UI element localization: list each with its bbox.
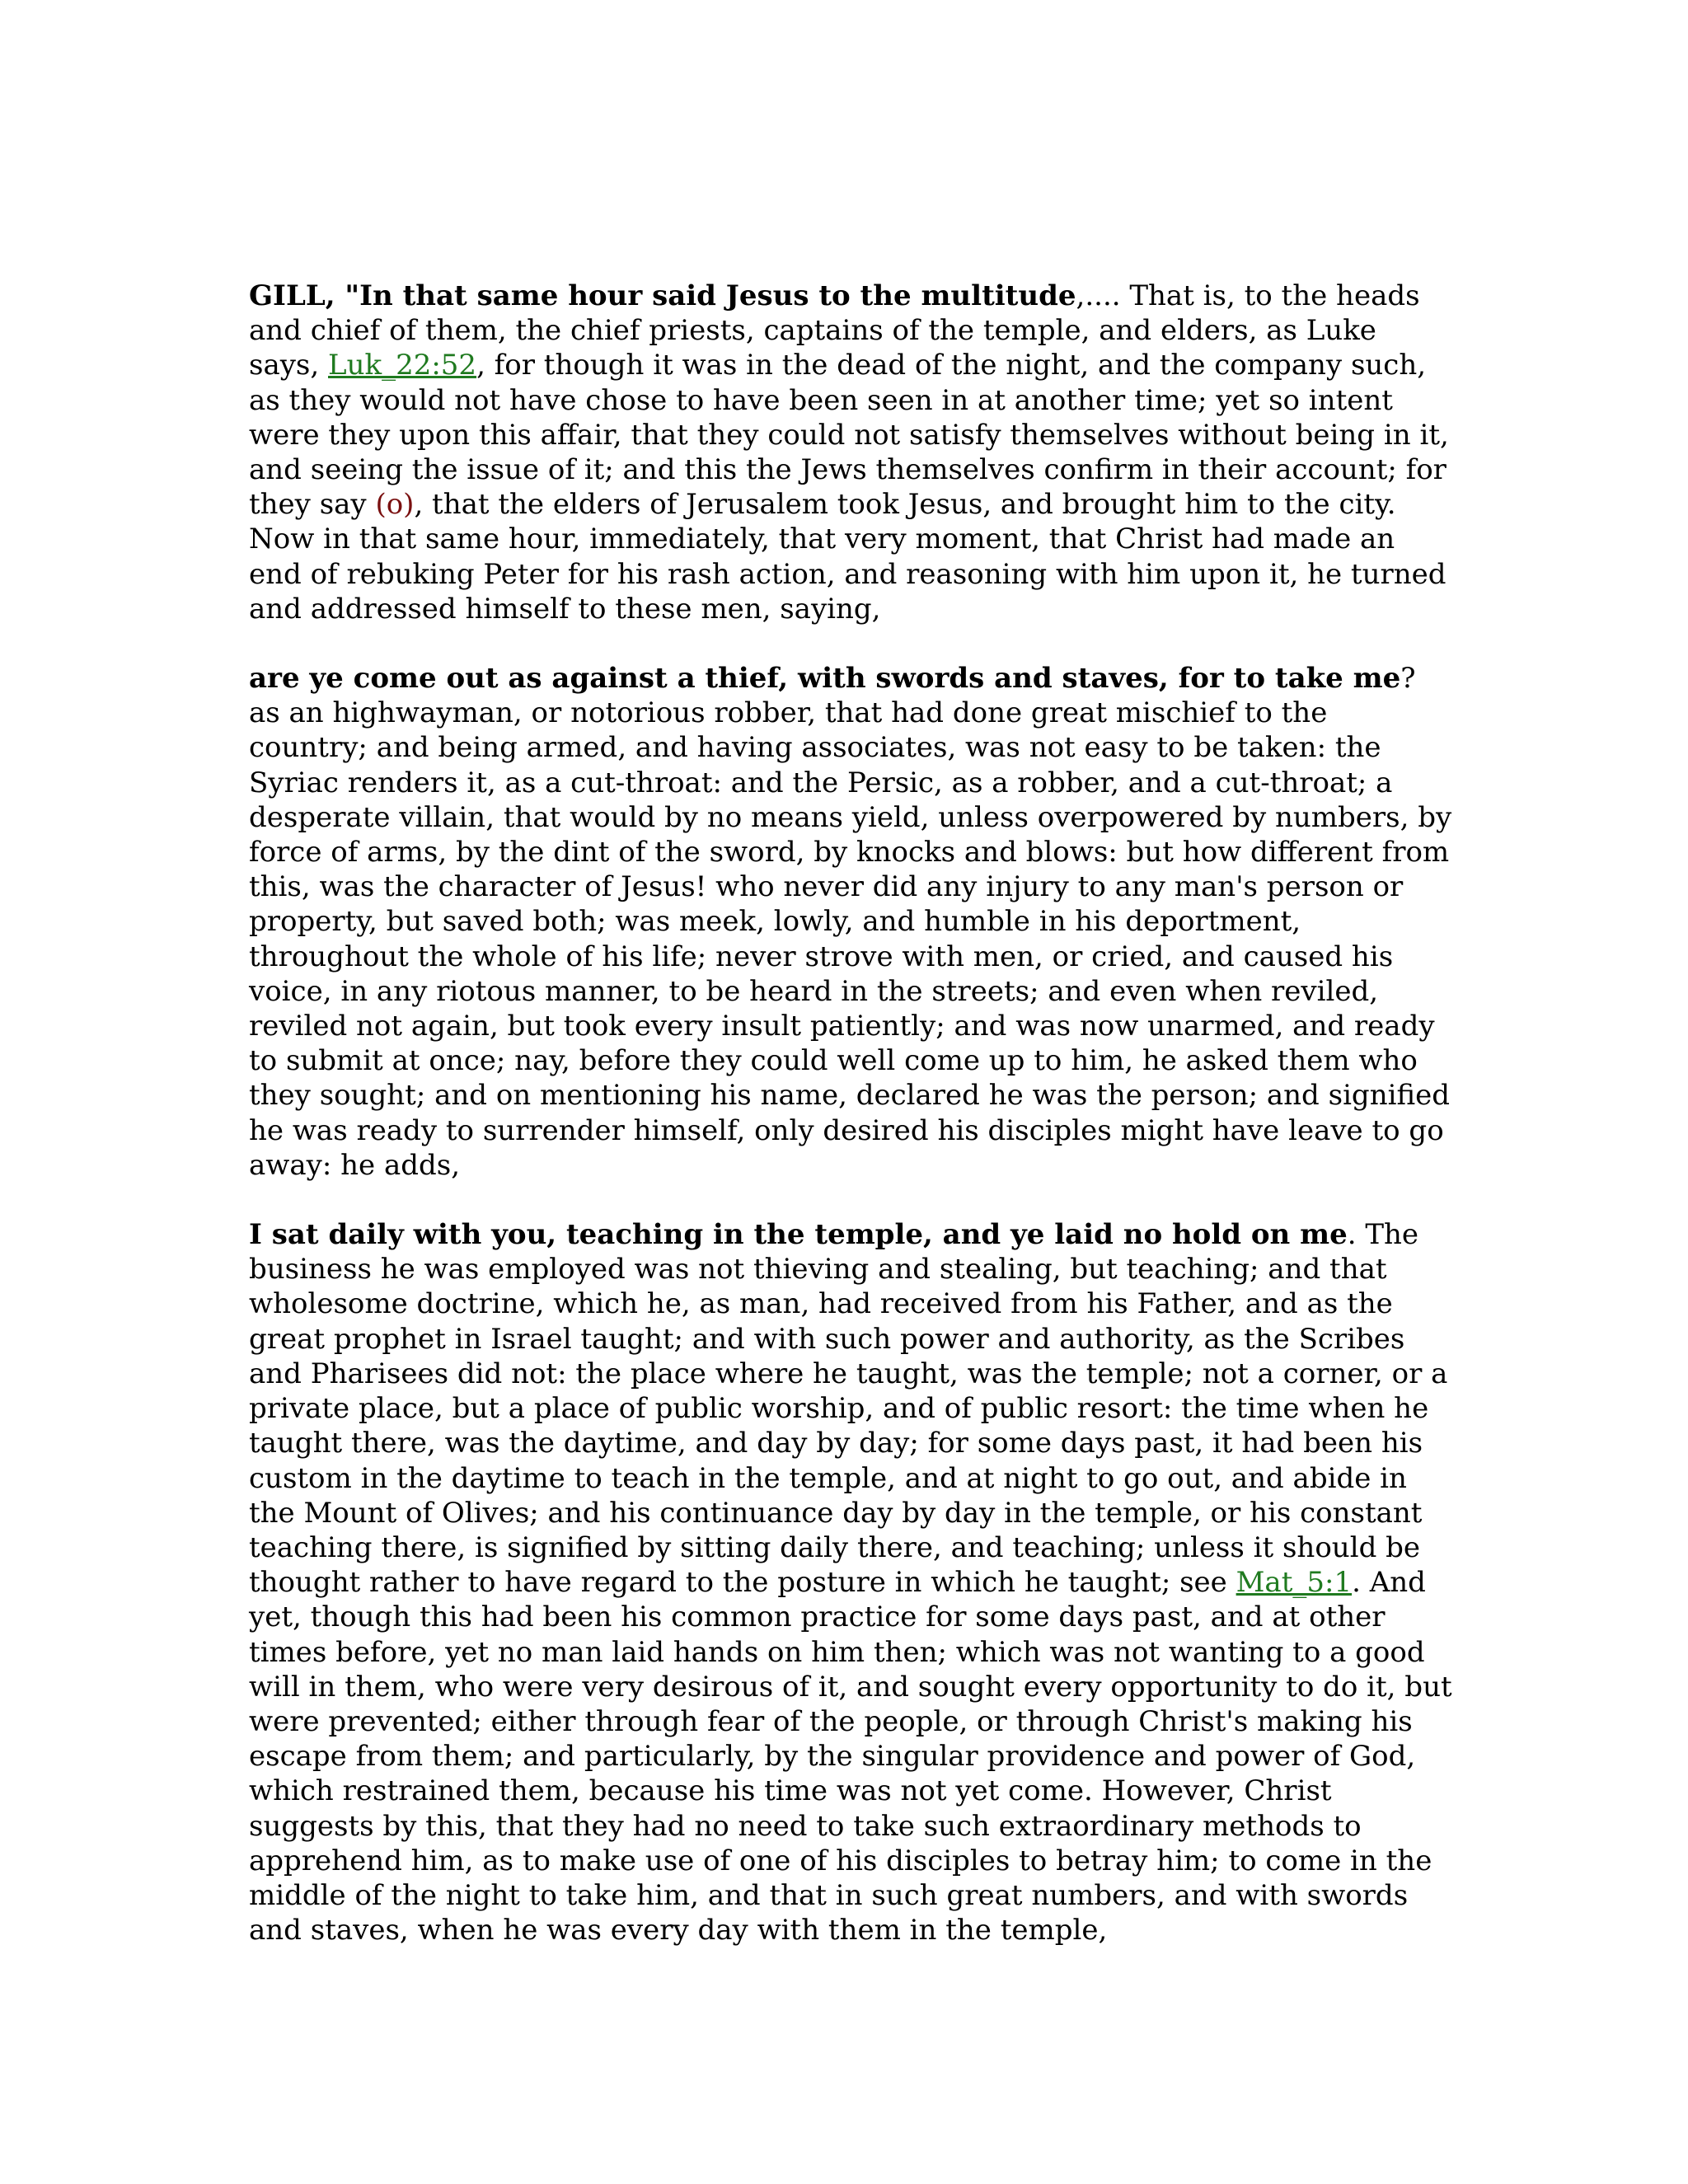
commentary-paragraph-2	[249, 661, 1452, 1183]
verse-heading: GILL, "In that same hour said Jesus to the multitude	[249, 279, 1076, 312]
paragraph-text: ? as an highwayman, or notorious robber, that had done great mischief to the country; and being armed, and having associates, was not easy to be taken: the Syriac renders it, as a cut-throat: and the Persic, as a robber, and a cut-throat; a desperate villain, that would by no means yield, unless overpowered by numbers, by force of arms, by the dint of the sword, by knocks and blows: but how different from this, was the character of Jesus! who never did any injury to any man's person or property, but saved both; was meek, lowly, and humble in his deportment, throughout the whole of his life; never strove with men, or cried, and caused his voice, in any riotous manner, to be heard in the streets; and even when reviled, reviled not again, but took every insult patiently; and was now unarmed, and ready to submit at once; nay, before they could well come up to him, he asked them who they sought; and on mentioning his name, declared he was the person; and signified he was ready to surrender himself, only desired his disciples might have leave to go away: he adds,	[249, 662, 1452, 1182]
commentary-paragraph-3	[249, 1217, 1452, 1947]
paragraph-text: ,.... That is, to the heads and chief of them, the chief priests, captains of the temple, and elders, as Luke says,	[249, 279, 1420, 382]
paragraph-text: , that the elders of Jerusalem took Jesus, and brought him to the city. Now in that same hour, immediately, that very moment, that Christ had made an end of rebuking Peter for his rash action, and reasoning with him upon it, he turned and addressed himself to these men, saying,	[249, 488, 1447, 626]
paragraph-text: . The business he was employed was not thieving and stealing, but teaching; and that wholesome doctrine, which he, as man, had received from his Father, and as the great prophet in Israel taught; and with such power and authority, as the Scribes and Pharisees did not: the place where he taught, was the temple; not a corner, or a private place, but a place of public worship, and of public resort: the time when he taught there, was the daytime, and day by day; for some days past, it had been his custom in the daytime to teach in the temple, and at night to go out, and abide in the Mount of Olives; and his continuance day by day in the temple, or his constant teaching there, is signified by sitting daily there, and teaching; unless it should be thought rather to have regard to the posture in which he taught; see	[249, 1218, 1448, 1600]
verse-heading: I sat daily with you, teaching in the temple, and ye laid no hold on me	[249, 1218, 1348, 1252]
footnote-marker[interactable]: (o)	[375, 488, 415, 522]
paragraph-text: , for though it was in the dead of the night, and the company such, as they would not have chose to have been seen in at another time; yet so intent were they upon this affair, that they could not satisfy themselves without being in it, and seeing the issue of it; and this the Jews themselves confirm in their account; for they say	[249, 349, 1449, 522]
scripture-reference-link[interactable]: Luk_22:52	[328, 349, 477, 382]
commentary-page	[249, 279, 1452, 1982]
paragraph-text: . And yet, though this had been his common practice for some days past, and at other times before, yet no man laid hands on him then; which was not wanting to a good will in them, who were very desirous of it, and sought every opportunity to do it, but were prevented; either through fear of the people, or through Christ's making his escape from them; and particularly, by the singular providence and power of God, which restrained them, because his time was not yet come. However, Christ suggests by this, that they had no need to take such extraordinary methods to apprehend him, as to make use of one of his disciples to betray him; to come in the middle of the night to take him, and that in such great numbers, and with swords and staves, when he was every day with them in the temple,	[249, 1566, 1452, 1947]
verse-heading: are ye come out as against a thief, with swords and staves, for to take me	[249, 662, 1401, 696]
commentary-paragraph-1	[249, 279, 1452, 626]
scripture-reference-link[interactable]: Mat_5:1	[1236, 1566, 1353, 1600]
